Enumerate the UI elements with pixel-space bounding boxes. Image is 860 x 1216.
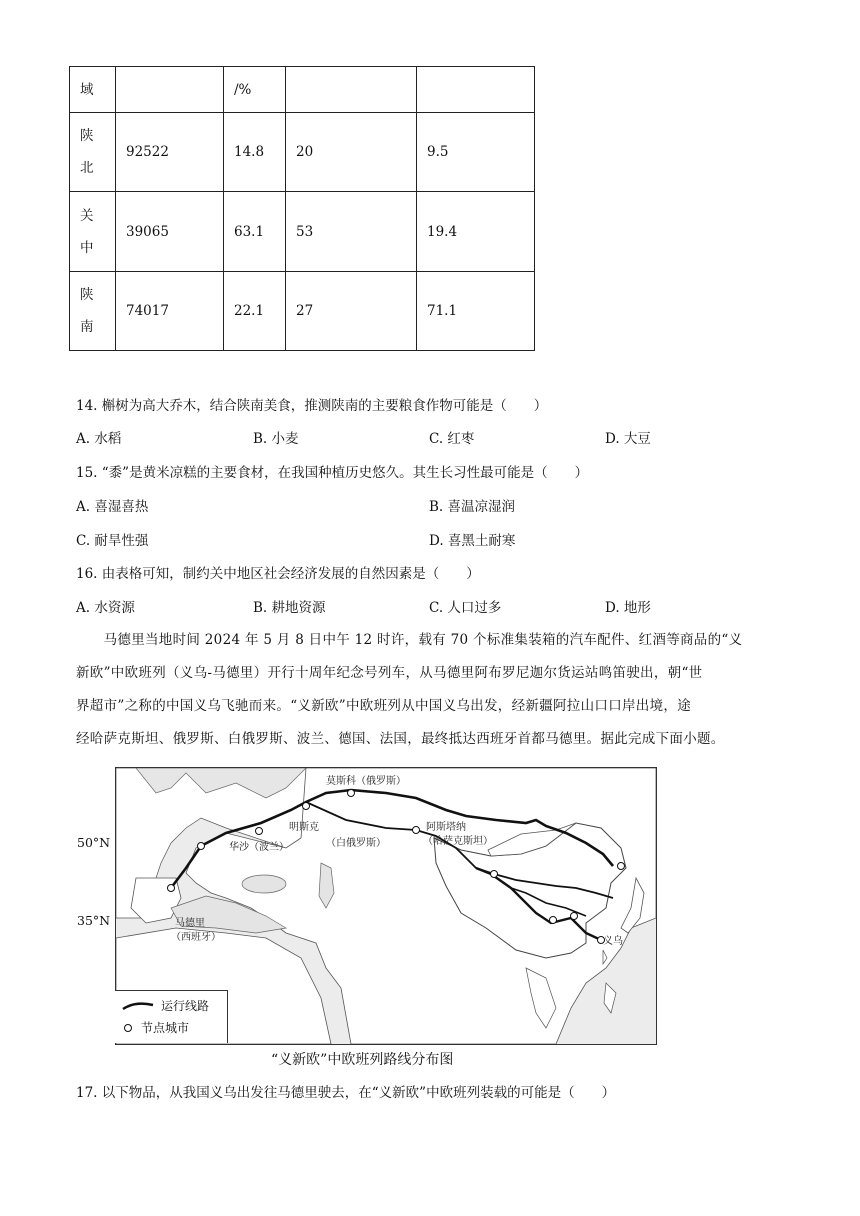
header-cell-1 xyxy=(116,67,224,113)
label-astana-b: （哈萨克斯坦） xyxy=(423,836,493,847)
region-cell xyxy=(70,113,116,192)
region-char: 南 xyxy=(80,319,94,335)
region-char: 中 xyxy=(80,239,94,256)
question-14-stem: 14. 槲树为高大乔木，结合陕南美食，推测陕南的主要粮食作物可能是（ ） xyxy=(76,398,548,414)
table-cell: 27 xyxy=(286,272,417,351)
table-cell: 63.1 xyxy=(224,192,286,272)
passage-line: 界超市”之称的中国义乌飞驰而来。“义新欧”中欧班列从中国义乌出发，经新疆阿拉山口口岸出境，途 xyxy=(76,698,692,714)
passage xyxy=(76,624,824,756)
table-header-row xyxy=(70,67,535,113)
question-16-stem: 16. 由表格可知，制约关中地区社会经济发展的自然因素是（ ） xyxy=(76,566,480,582)
q15-option-a[interactable]: A. 喜湿喜热 xyxy=(76,499,149,515)
data-table xyxy=(69,66,535,351)
node-city-urumqi xyxy=(491,871,498,878)
region-char: 陕 xyxy=(80,128,94,144)
label-warsaw: 华沙（波兰） xyxy=(229,842,289,853)
region-char: 陕 xyxy=(80,287,94,303)
map-caption: “义新欧”中欧班列路线分布图 xyxy=(271,1052,454,1068)
table-row xyxy=(70,192,535,272)
question-15-stem: 15. “黍”是黄米凉糕的主要食材，在我国种植历史悠久。其生长习性最可能是（ ） xyxy=(76,465,589,481)
header-cell-4 xyxy=(417,67,535,113)
table-cell: 39065 xyxy=(116,192,224,272)
q16-option-b[interactable]: B. 耕地资源 xyxy=(253,600,326,616)
table-cell: 22.1 xyxy=(224,272,286,351)
node-city-astana xyxy=(413,827,420,834)
lat-label-50n: 50°N xyxy=(77,835,111,850)
table-cell: 53 xyxy=(286,192,417,272)
map-legend xyxy=(115,990,228,1043)
table-cell: 20 xyxy=(286,113,417,192)
q15-option-b[interactable]: B. 喜温凉湿润 xyxy=(429,499,516,515)
label-minsk-b: （白俄罗斯） xyxy=(326,838,386,849)
legend-node xyxy=(121,1019,189,1036)
label-moscow: 莫斯科（俄罗斯） xyxy=(326,776,406,787)
label-yiwu: 义乌 xyxy=(603,936,623,947)
q14-option-b[interactable]: B. 小麦 xyxy=(253,431,299,447)
region-cell xyxy=(70,192,116,272)
legend-route-label: 运行线路 xyxy=(161,999,210,1013)
q16-option-d[interactable]: D. 地形 xyxy=(605,600,651,616)
region-char: 北 xyxy=(80,160,94,176)
table-cell: 92522 xyxy=(116,113,224,192)
region-char: 关 xyxy=(80,207,94,224)
label-astana-a: 阿斯塔纳 xyxy=(426,822,466,833)
route-legend-icon xyxy=(121,1000,155,1012)
node-legend-icon xyxy=(121,1022,135,1034)
passage-line: 马德里当地时间 2024 年 5 月 8 日中午 12 时许，载有 70 个标准集装箱的汽车配件、红酒等商品的“义 xyxy=(76,632,743,648)
q16-option-a[interactable]: A. 水资源 xyxy=(76,600,135,616)
question-17-stem: 17. 以下物品，从我国义乌出发往马德里驶去，在“义新欧”中欧班列装载的可能是（ ） xyxy=(76,1085,616,1101)
node-city-harbin xyxy=(618,863,625,870)
label-minsk-a: 明斯克 xyxy=(289,822,319,833)
region-cell xyxy=(70,272,116,351)
node-city-zhengzhou xyxy=(550,917,557,924)
q15-option-c[interactable]: C. 耐旱性强 xyxy=(76,533,149,549)
q14-option-a[interactable]: A. 水稻 xyxy=(76,431,122,447)
legend-route xyxy=(121,997,209,1014)
q16-option-c[interactable]: C. 人口过多 xyxy=(429,600,502,616)
passage-line: 经哈萨克斯坦、俄罗斯、白俄罗斯、波兰、德国、法国，最终抵达西班牙首都马德里。据此完成下面小题。 xyxy=(76,731,725,747)
label-madrid-a: 马德里 xyxy=(175,918,205,929)
node-city-warsaw xyxy=(256,828,263,835)
table-row xyxy=(70,113,535,192)
passage-line: 新欧”中欧班列（义乌-马德里）开行十周年纪念号列车，从马德里阿布罗尼迦尔货运站鸣笛驶出，朝“世 xyxy=(76,665,703,681)
q15-option-d[interactable]: D. 喜黑土耐寒 xyxy=(429,533,516,549)
table-row xyxy=(70,272,535,351)
node-city-minsk xyxy=(303,803,310,810)
q14-option-d[interactable]: D. 大豆 xyxy=(605,431,651,447)
table-cell: 19.4 xyxy=(417,192,535,272)
legend-node-label: 节点城市 xyxy=(141,1021,190,1035)
node-city-paris xyxy=(198,843,205,850)
header-cell-2: /% xyxy=(224,67,286,113)
node-city-moscow xyxy=(348,790,355,797)
header-cell-3 xyxy=(286,67,417,113)
philippines-islands xyxy=(604,983,616,1013)
black-sea xyxy=(242,875,286,893)
table-cell: 74017 xyxy=(116,272,224,351)
node-city-madrid xyxy=(168,885,175,892)
label-madrid-b: （西班牙） xyxy=(171,932,221,943)
table-cell: 9.5 xyxy=(417,113,535,192)
node-city-shanghai xyxy=(571,913,578,920)
q14-option-c[interactable]: C. 红枣 xyxy=(429,431,475,447)
lat-label-35n: 35°N xyxy=(77,913,111,928)
header-cell-region: 域 xyxy=(70,67,116,113)
table-cell: 14.8 xyxy=(224,113,286,192)
table-cell: 71.1 xyxy=(417,272,535,351)
